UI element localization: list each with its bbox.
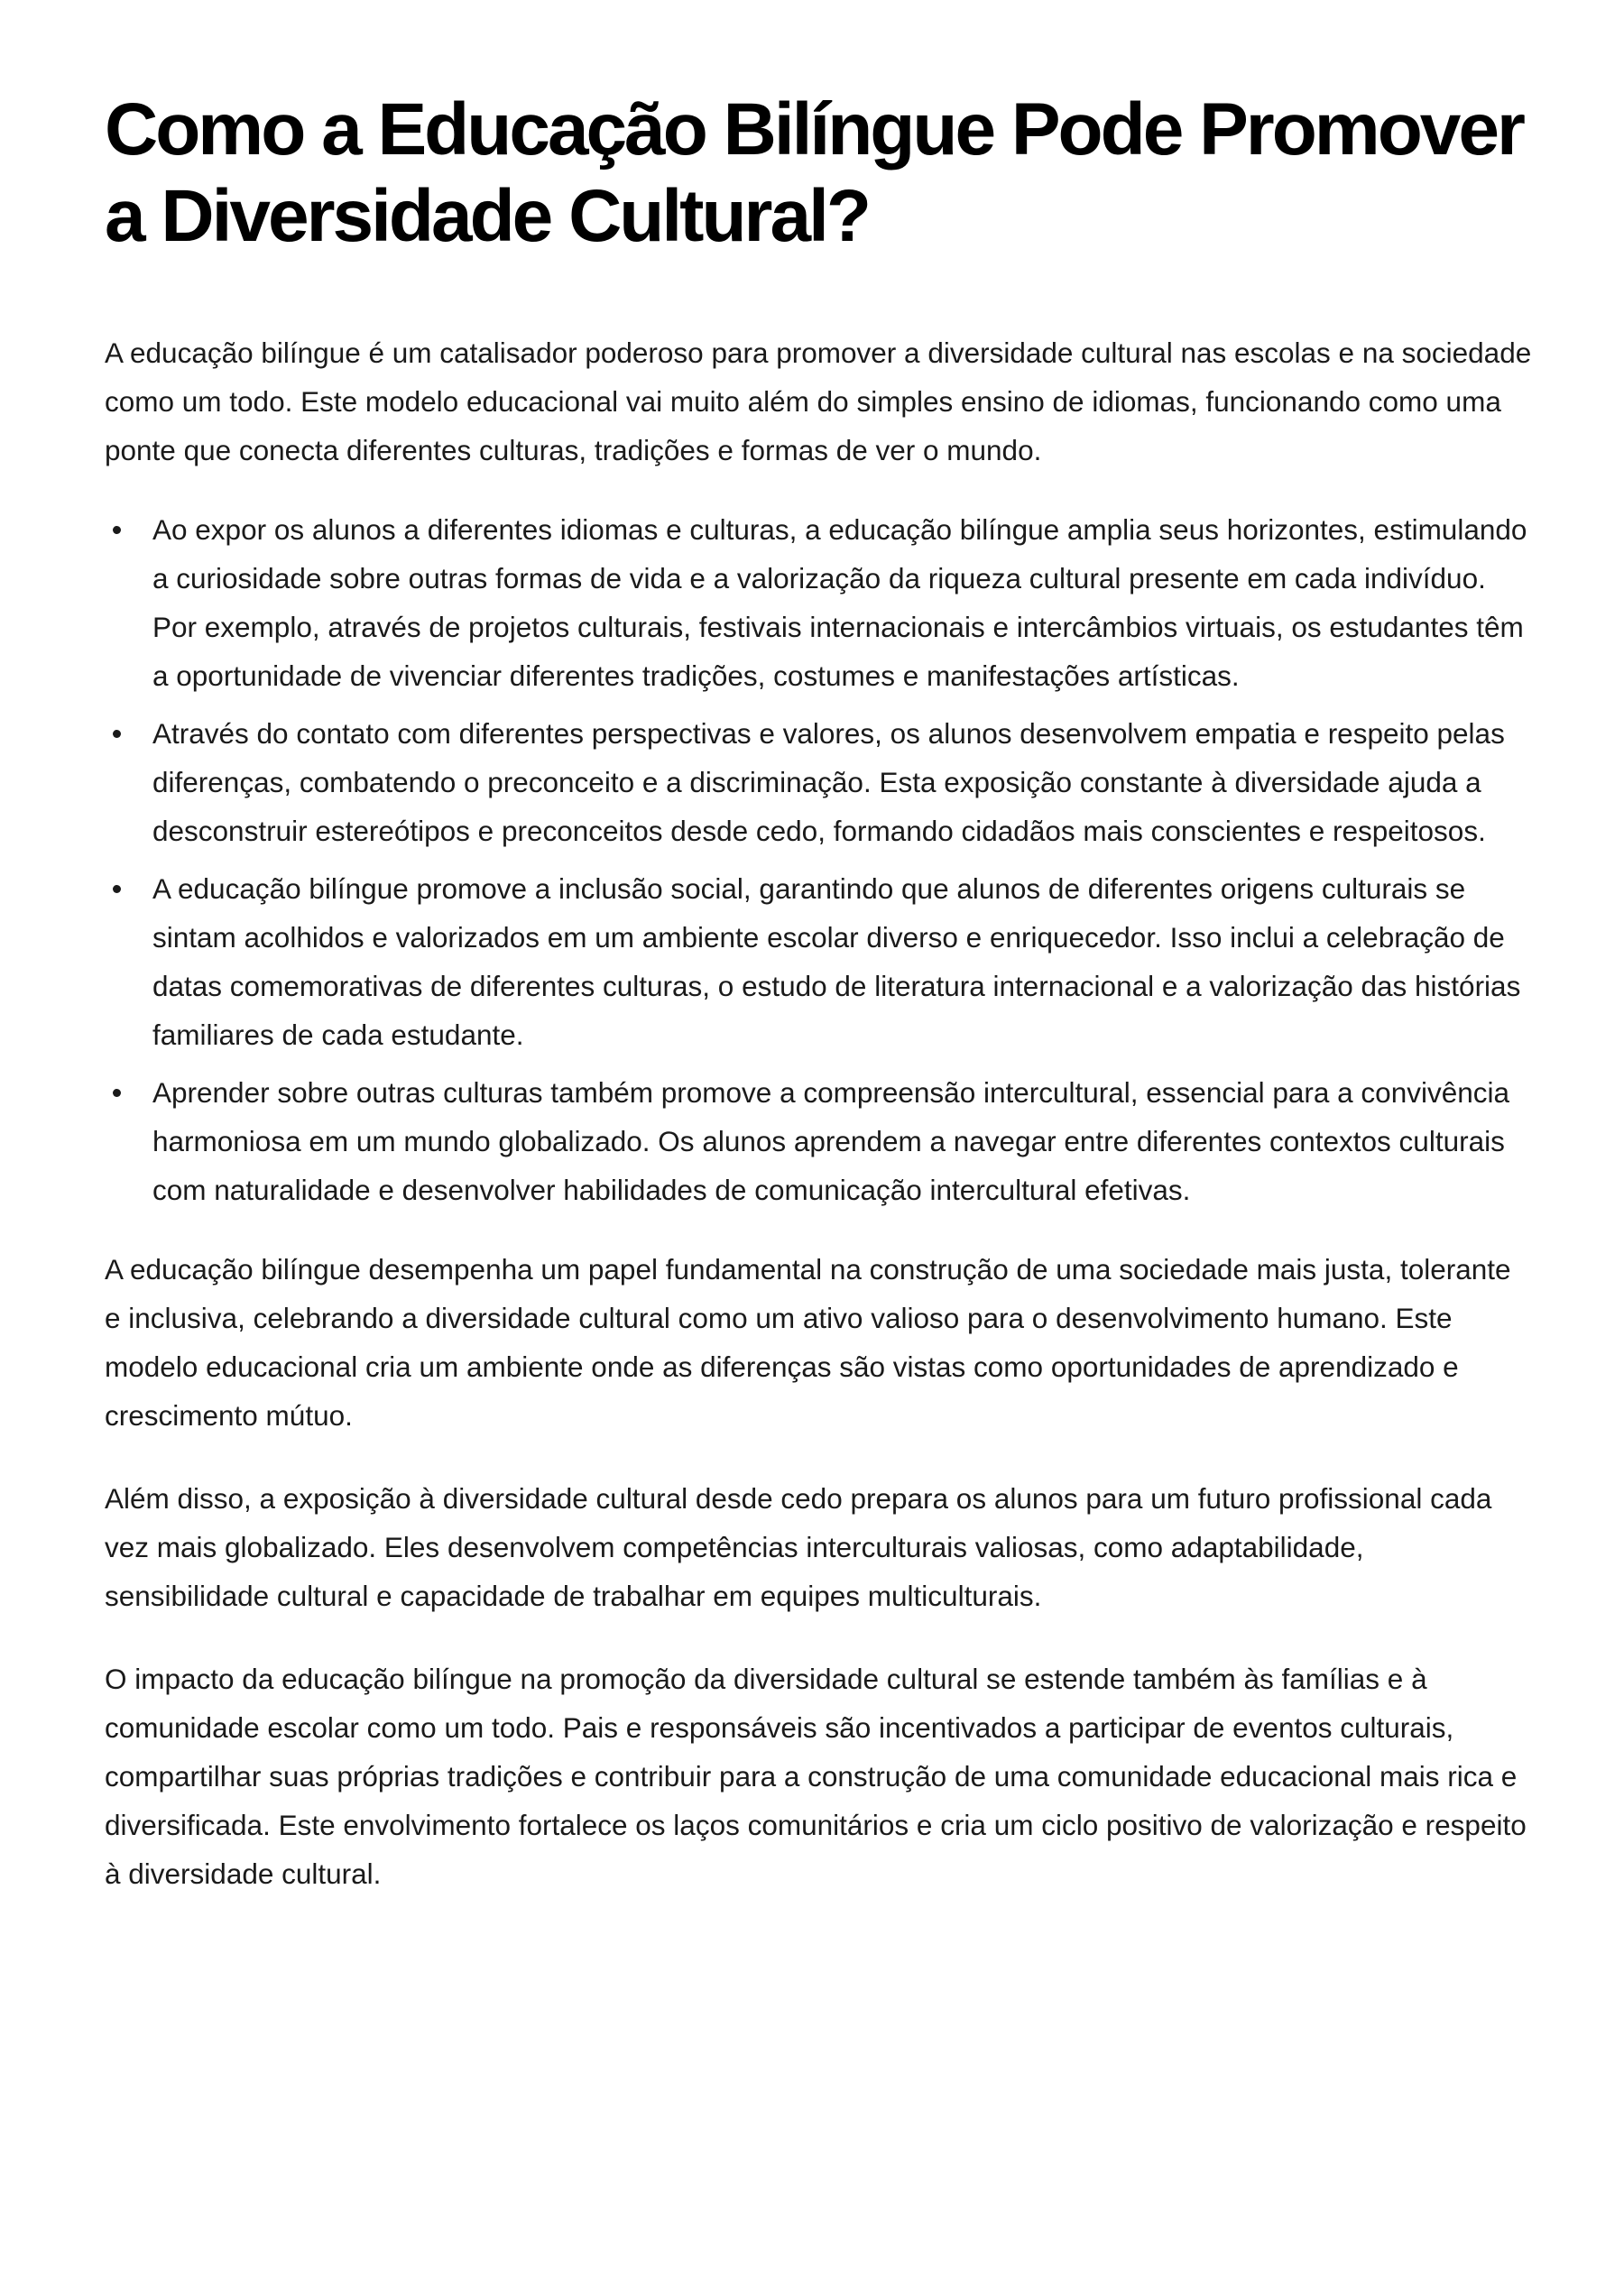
page-title: Como a Educação Bilíngue Pode Promover a Diversidade Cultural?	[105, 88, 1523, 257]
list-item-text: A educação bilíngue promove a inclusão social, garantindo que alunos de diferentes origens culturais se sintam acolhidos e valorizados em um ambiente escolar diverso e enriquecedor. Isso inclui a celebração de datas comemorativas de diferentes culturas, o estudo de literatura internacional e a valorização das histórias familiares de cada estudante.	[152, 872, 1521, 1051]
article	[105, 87, 1534, 1898]
intro-paragraph: A educação bilíngue é um catalisador poderoso para promover a diversidade cultural nas escolas e na sociedade como um todo. Este modelo educacional vai muito além do simples ensino de idiomas, funcionando como uma ponte que conecta diferentes culturas, tradições e formas de ver o mundo.	[105, 336, 1532, 466]
bullet-icon	[113, 885, 121, 893]
list-item-text: Através do contato com diferentes perspectivas e valores, os alunos desenvolvem empatia e respeito pelas diferenças, combatendo o preconceito e a discriminação. Esta exposição constante à diversidade ajuda a desconstruir estereótipos e preconceitos desde cedo, formando cidadãos mais conscientes e respeitosos.	[152, 717, 1505, 847]
bullet-icon	[113, 1089, 121, 1097]
bullet-icon	[113, 526, 121, 534]
list-item	[105, 1068, 1534, 1214]
list-item	[105, 709, 1534, 855]
bullet-icon	[113, 730, 121, 738]
body-paragraph: O impacto da educação bilíngue na promoção da diversidade cultural se estende também às famílias e à comunidade escolar como um todo. Pais e responsáveis são incentivados a participar de eventos culturais, compartilhar suas próprias tradições e contribuir para a construção de uma comunidade educacional mais rica e diversificada. Este envolvimento fortalece os laços comunitários e cria um ciclo positivo de valorização e respeito à diversidade cultural.	[105, 1663, 1527, 1890]
list-item-text: Ao expor os alunos a diferentes idiomas e culturas, a educação bilíngue amplia seus horizontes, estimulando a curiosidade sobre outras formas de vida e a valorização da riqueza cultural presente em cada indivíduo. Por exemplo, através de projetos culturais, festivais internacionais e intercâmbios virtuais, os estudantes têm a oportunidade de vivenciar diferentes tradições, costumes e manifestações artísticas.	[152, 513, 1527, 692]
bullet-list	[105, 505, 1534, 1214]
body-paragraph: A educação bilíngue desempenha um papel fundamental na construção de uma sociedade mais justa, tolerante e inclusiva, celebrando a diversidade cultural como um ativo valioso para o desenvolvimento humano. Este modelo educacional cria um ambiente onde as diferenças são vistas como oportunidades de aprendizado e crescimento mútuo.	[105, 1253, 1511, 1432]
body-paragraph: Além disso, a exposição à diversidade cultural desde cedo prepara os alunos para um futuro profissional cada vez mais globalizado. Eles desenvolvem competências interculturais valiosas, como adaptabilidade, sensibilidade cultural e capacidade de trabalhar em equipes multiculturais.	[105, 1482, 1492, 1612]
list-item	[105, 505, 1534, 700]
list-item	[105, 864, 1534, 1059]
list-item-text: Aprender sobre outras culturas também promove a compreensão intercultural, essencial para a convivência harmoniosa em um mundo globalizado. Os alunos aprendem a navegar entre diferentes contextos culturais com naturalidade e desenvolver habilidades de comunicação intercultural efetivas.	[152, 1076, 1510, 1206]
